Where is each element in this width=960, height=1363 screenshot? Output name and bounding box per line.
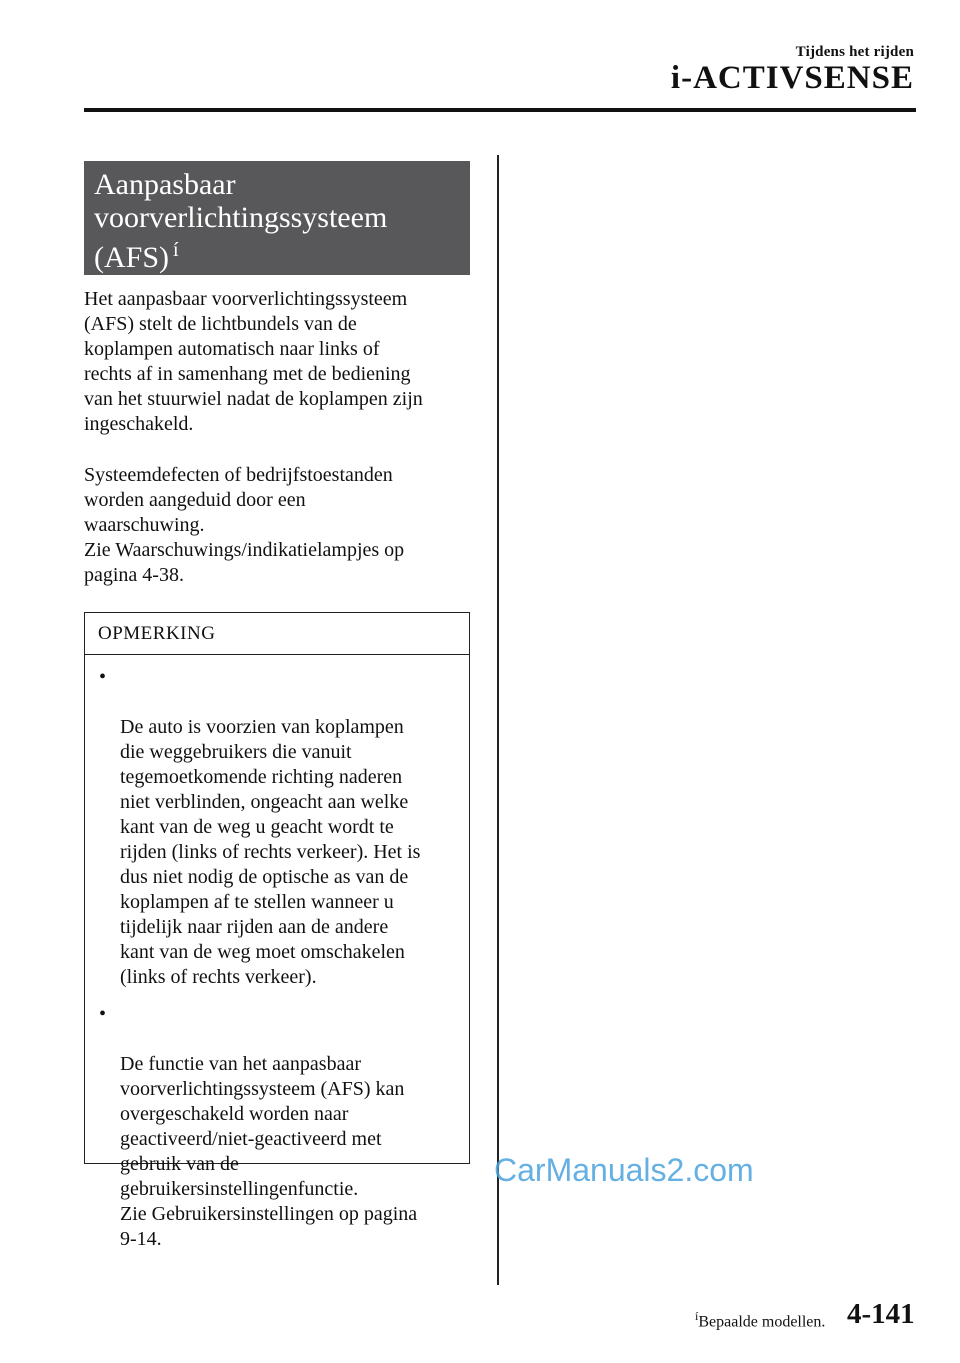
asterisk-icon: í	[695, 1309, 699, 1323]
intro-paragraph: Het aanpasbaar voorverlichtingssysteem (AFS) stelt de lichtbundels van de koplampen automatisch naar links of rechts af in samenhang met de bediening van het stuurwiel nadat de koplampen zijn ingeschakeld.	[84, 288, 423, 435]
section-title-line-3-text: (AFS)	[94, 241, 170, 274]
note-list	[85, 665, 469, 1252]
note-header: OPMERKING	[85, 613, 469, 655]
chapter-title: i-ACTIVSENSE	[670, 60, 914, 96]
bullet-icon: •	[99, 666, 107, 688]
chapter-subtitle: Tijdens het rijden	[795, 44, 914, 60]
note-box	[84, 612, 470, 1250]
note-item	[85, 665, 469, 990]
warning-paragraph: Systeemdefecten of bedrijfstoestanden worden aangeduid door een waarschuwing. Zie Waarschuwings/indikatielampjes op pagina 4-38.	[84, 464, 405, 586]
note-item-text: De auto is voorzien van koplampen die weggebruikers die vanuit tegemoetkomende richting naderen niet verblinden, ongeacht aan welke kant van de weg u geacht wordt te rijden (links of rechts verkeer). Het is dus niet nodig de optische as van de koplampen af te stellen wanneer u tijdelijk naar rijden aan de andere kant van de weg moet omschakelen (links of rechts verkeer).	[120, 716, 421, 988]
section-title-line-1: Aanpasbaar	[94, 168, 236, 201]
section-title-line-3	[94, 234, 460, 274]
header-rule	[84, 108, 916, 112]
footer-note-text: Bepaalde modellen.	[698, 1313, 826, 1331]
column-divider	[497, 155, 499, 1285]
page-number: 4-141	[847, 1298, 915, 1330]
footer-note	[695, 1309, 825, 1331]
section-heading-box	[84, 161, 470, 275]
asterisk-icon: í	[173, 239, 179, 261]
watermark: CarManuals2.com	[494, 1152, 754, 1188]
note-item-text: De functie van het aanpasbaar voorverlichtingssysteem (AFS) kan overgeschakeld worden naar geactiveerd/niet-geactiveerd met gebruik van de gebruikersinstellingenfunctie. Zie Gebruikersinstellingen op pagina 9-14.	[120, 1053, 418, 1250]
bullet-icon: •	[99, 1003, 107, 1025]
section-title-line-2: voorverlichtingssysteem	[94, 201, 388, 234]
note-item	[85, 1002, 469, 1252]
